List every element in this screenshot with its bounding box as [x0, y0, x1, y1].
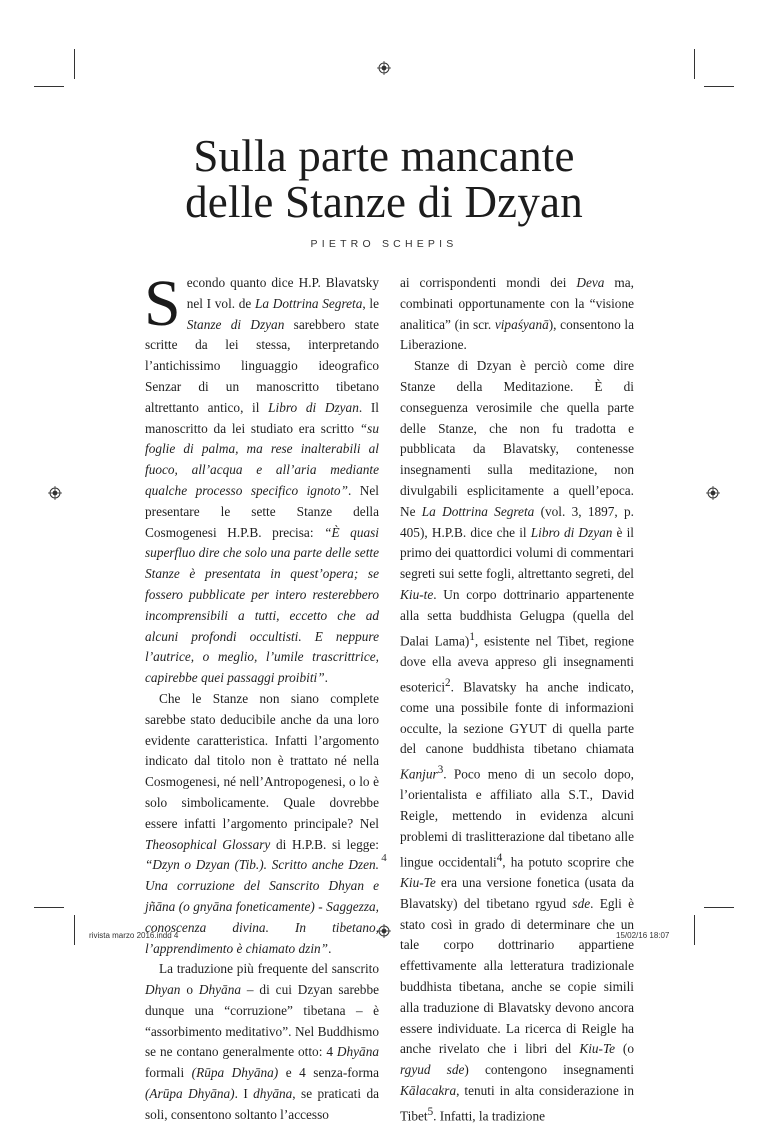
- title-line-2: delle Stanze di Dzyan: [185, 177, 583, 227]
- footnote-ref: 5: [427, 1105, 434, 1118]
- crop-mark: [74, 915, 75, 945]
- registration-mark-icon: [48, 486, 62, 500]
- paragraph: Stanze di Dzyan è perciò come dire Stanze della Meditazione. È di conseguenza verosimile che quella parte delle Stanze, che non fu tradotta e pubblicata da Blavatsky, contenesse insegnamenti sulla meditazione, non divulgabili esplicitamente a quell’epoca. Ne La Dottrina Segreta (vol. 3, 1897, p. 405), H.P.B. dice che il Libro di Dzyan è il primo dei quattordici volumi di commentari segreti sui sette fogli, altrettanto segreti, del Kiu-te. Un corpo dottrinario appartenente alla setta buddhista Gelugpa (quella del Dalai Lama)$^1$, esistente nel Tibet, regione dove ella aveva appreso gli insegnamenti esoterici$^2$. Blavatsky ha anche indicato, come una possibile fonte di informazioni occulte, la sezione GYUT di quella parte del canone buddhista tibetano chiamata Kanjur$^3$. Poco meno di un secolo dopo, l’orientalista e affiliato alla S.T., David Reigle, mettendo in evidenza alcuni problemi di traslitterazione dal tibetano alle lingue occidentali$^4$, ha potuto scoprire che Kiu-Te era una versione fonetica (usata da Blavatsky) del tibetano rgyud sde. Egli è stato così in grado di determinare che un tale corpo dottrinario appartiene effettivamente alla letteratura tradizionale buddhista tibetana, anche se copie simili alla traduzione di Blavatsky devono ancora essere individuate. La ricerca di Reigle ha anche rivelato che i libri del Kiu-Te (o rgyud sde) contengono insegnamenti Kālacakra, tenuti in alta considerazione in Tibet$^5$. Infatti, la tradizione: [400, 358, 635, 1124]
- title-line-1: Sulla parte mancante: [193, 131, 575, 181]
- article-title: [0, 133, 768, 225]
- crop-mark: [34, 907, 64, 908]
- registration-mark-icon: [377, 61, 391, 75]
- crop-mark: [704, 907, 734, 908]
- crop-mark: [704, 86, 734, 87]
- drop-cap: S: [144, 267, 181, 340]
- registration-mark-icon: [377, 924, 391, 938]
- paragraph: ai corrispondenti mondi dei Deva ma, combinati opportunamente con la “visione analitica” (in scr. vipaśyanā), consentono la Liberazione.: [400, 275, 635, 353]
- footnote-ref: 2: [445, 676, 451, 689]
- left-column: [144, 267, 380, 1126]
- slug-date: 15/02/16 18:07: [616, 931, 670, 940]
- registration-mark-icon: [706, 486, 720, 500]
- footnote-ref: 4: [496, 851, 503, 864]
- crop-mark: [694, 49, 695, 79]
- footnote-ref: 3: [437, 764, 444, 777]
- crop-mark: [74, 49, 75, 79]
- paragraph: Che le Stanze non siano complete sarebbe stato deducibile anche da una loro evidente caratteristica. Infatti l’argomento indicato dal titolo non è trattato né nella Cosmogenesi, né nell’Antropogenesi, o lo è solo simbolicamente. Quale dovrebbe essere infatti l’argomento principale? Nel Theosophical Glossary di H.P.B. si legge: “Dzyn o Dzyan (Tib.). Scritto anche Dzen. Una corruzione del Sanscrito Dhyan e jñāna (o gnyāna foneticamente) - Saggezza, conoscenza divina. In tibetano, l’apprendimento è chiamato dzin”.: [145, 690, 379, 956]
- author-name: PIETRO SCHEPIS: [310, 238, 458, 250]
- crop-mark: [694, 915, 695, 945]
- crop-mark: [34, 86, 64, 87]
- page-number: 4: [381, 852, 387, 864]
- paragraph: La traduzione più frequente del sanscrito Dhyan o Dhyāna – di cui Dzyan sarebbe dunque una “corruzione” tibetana – è “assorbimento meditativo”. Nel Buddhismo se ne contano generalmente otto: 4 Dhyāna formali (Rūpa Dhyāna) e 4 senza-forma (Arūpa Dhyāna). I dhyāna, se praticati da soli, consentono soltanto l’accesso: [145, 961, 379, 1122]
- paragraph: Secondo quanto dice H.P. Blavatsky nel I vol. de La Dottrina Segreta, le Stanze di Dzyan sarebbero state scritte da lei stessa, interpretando l’antichissimo linguaggio ideografico Senzar di un manoscritto tibetano altrettanto antico, il Libro di Dzyan. Il manoscritto da lei studiato era scritto “su foglie di palma, ma rese inalterabili al fuoco, all’acqua e all’aria mediante qualche processo specifico ignoto”. Nel presentare le sette Stanze della Cosmogenesi H.P.B. precisa: “È quasi superfluo dire che solo una parte delle sette Stanze è presentata in quest’opera; se fossero pubblicate per intero resterebbero incomprensibili a tutti, eccetto che ad alcuni profondi occultisti. E neppure l’autrice, o meglio, l’umile trascrittrice, capirebbe quei passaggi proibiti”.: [144, 267, 380, 686]
- footnote-ref: 1: [469, 630, 475, 643]
- right-column: [400, 273, 634, 1127]
- slug-filename: rivista marzo 2016.indd 4: [89, 931, 179, 940]
